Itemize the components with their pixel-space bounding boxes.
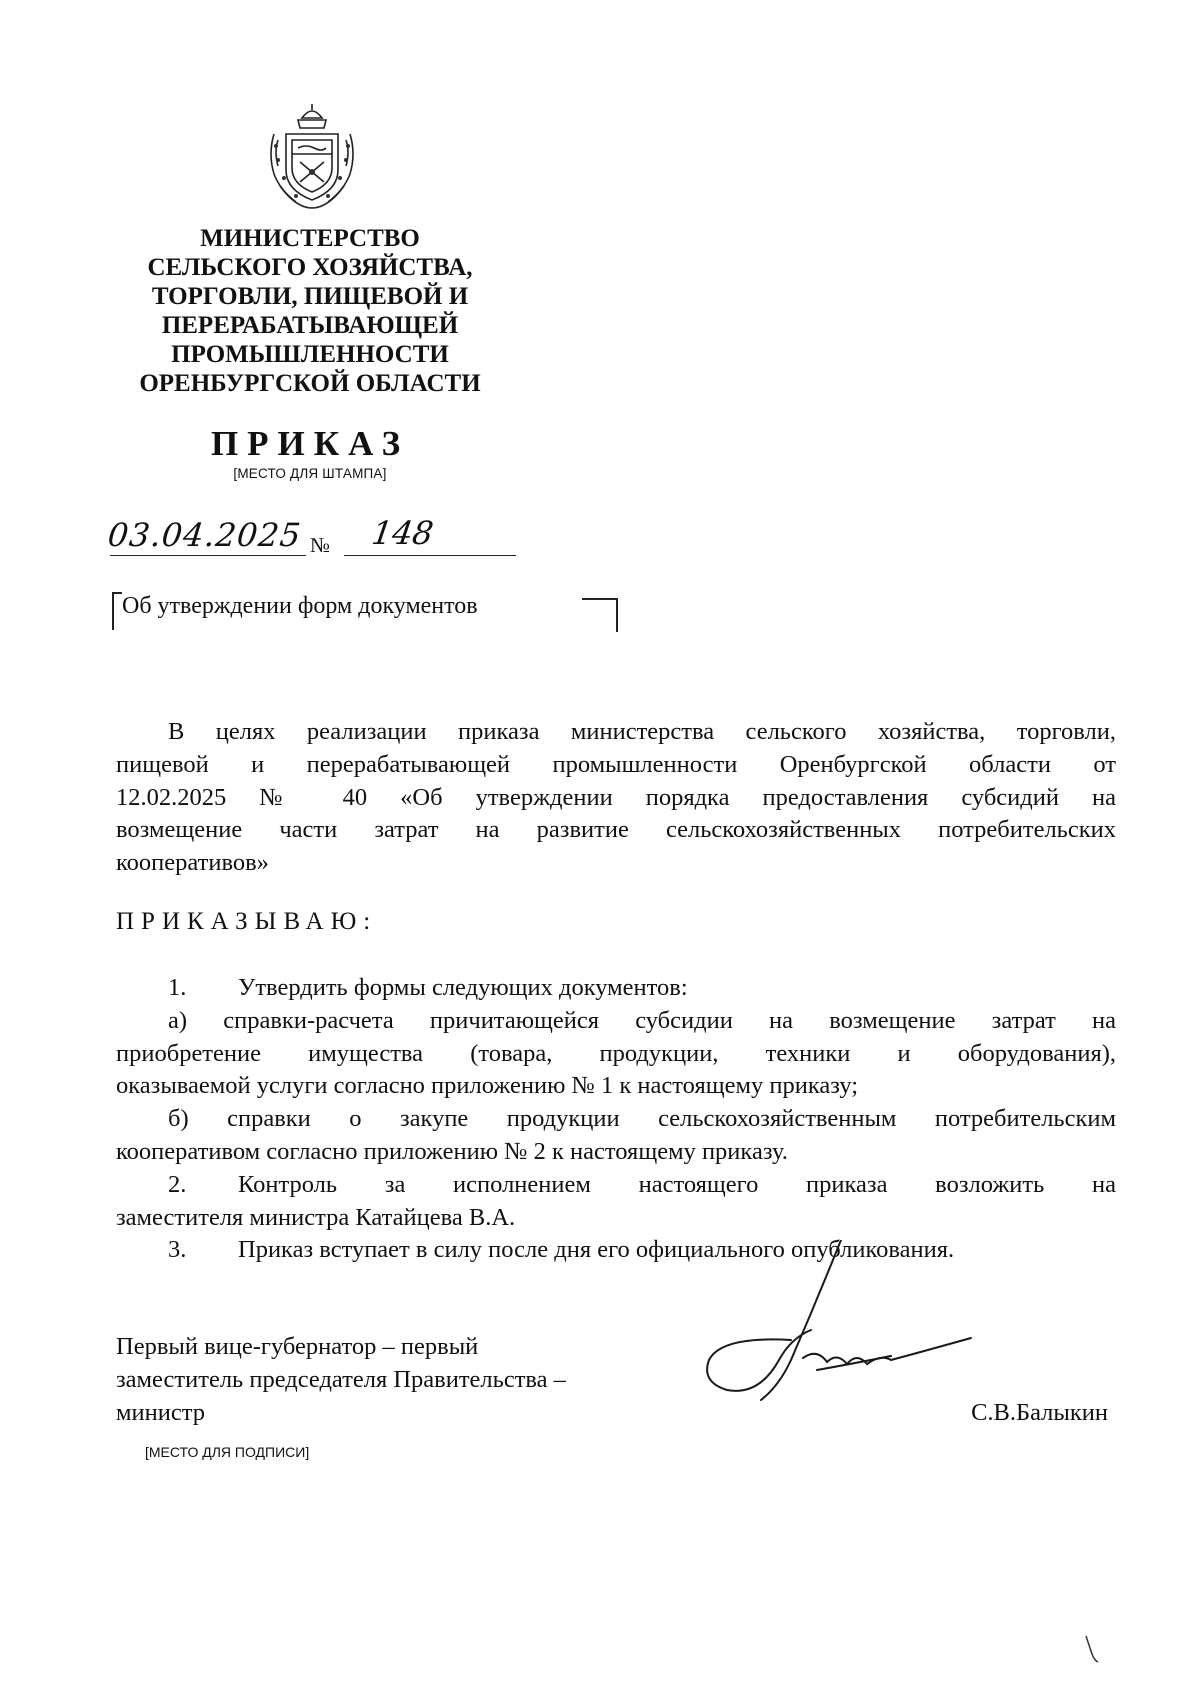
subject-bracket-left bbox=[112, 592, 122, 630]
preamble-line: возмещение части затрат на развитие сельскохозяйственных потребительских bbox=[116, 816, 1116, 844]
handwritten-date: 03.04.2025 bbox=[106, 516, 304, 554]
ministry-line: ТОРГОВЛИ, ПИЩЕВОЙ И bbox=[151, 283, 469, 310]
signer-name: С.В.Балыкин bbox=[971, 1399, 1108, 1426]
item-text: Приказ вступает в силу после дня его официального опубликования. bbox=[238, 1236, 955, 1264]
item-number: 2. bbox=[168, 1170, 187, 1198]
order-items bbox=[116, 972, 1116, 1267]
subject-bracket-right bbox=[582, 598, 618, 632]
handwritten-number: 148 bbox=[369, 514, 436, 552]
preamble-line: кооперативов» bbox=[116, 849, 269, 877]
item-2 bbox=[116, 1169, 1116, 1202]
date-number-row bbox=[108, 512, 528, 562]
item-a-line: оказываемой услуги согласно приложению № 1 к настоящему приказу; bbox=[116, 1072, 859, 1100]
number-sign: № bbox=[310, 533, 331, 557]
position-line: Первый вице-губернатор – первый bbox=[116, 1333, 479, 1360]
number-underline bbox=[344, 555, 516, 556]
item-text: Утвердить формы следующих документов: bbox=[238, 974, 688, 1001]
position-line: министр bbox=[116, 1399, 205, 1426]
position-line: заместитель председателя Правительства – bbox=[116, 1366, 566, 1393]
item-a-line: приобретение имущества (товара, продукции, техники и оборудования), bbox=[116, 1039, 1116, 1067]
date-underline bbox=[110, 555, 306, 556]
ministry-line: ОРЕНБУРГСКОЙ ОБЛАСТИ bbox=[139, 370, 481, 397]
handwritten-signature bbox=[641, 1240, 981, 1410]
item-1 bbox=[116, 972, 1116, 1005]
ministry-line: ПЕРЕРАБАТЫВАЮЩЕЙ bbox=[161, 312, 459, 339]
decree-word: ПРИКАЗЫВАЮ: bbox=[116, 908, 378, 935]
preamble-line: В целях реализации приказа министерства сельского хозяйства, торговли, bbox=[168, 718, 1116, 745]
ministry-line: СЕЛЬСКОГО ХОЗЯЙСТВА, bbox=[147, 254, 473, 281]
preamble-line: 12.02.2025 № 40 «Об утверждении порядка предоставления субсидий на bbox=[116, 783, 1116, 811]
coat-of-arms-icon bbox=[266, 104, 358, 212]
ministry-name bbox=[120, 224, 500, 398]
ministry-line: ПРОМЫШЛЕННОСТИ bbox=[171, 341, 449, 368]
corner-mark-icon bbox=[1084, 1634, 1100, 1664]
item-a-line: а) справки-расчета причитающейся субсидии на возмещение затрат на bbox=[168, 1006, 1116, 1034]
item-2-line: заместителя министра Катайцева В.А. bbox=[116, 1203, 516, 1231]
subject-text: Об утверждении форм документов bbox=[122, 593, 478, 619]
item-number: 3. bbox=[168, 1236, 187, 1264]
document-type-title: ПРИКАЗ bbox=[210, 424, 410, 463]
preamble-line: пищевой и перерабатывающей промышленности Оренбургской области от bbox=[116, 750, 1116, 778]
signature-block bbox=[116, 1330, 1116, 1460]
item-number: 1. bbox=[168, 974, 187, 1001]
signature-placeholder: [МЕСТО ДЛЯ ПОДПИСИ] bbox=[145, 1444, 310, 1460]
item-text: Контроль за исполнением настоящего приказа возложить на bbox=[238, 1170, 1116, 1198]
ministry-line: МИНИСТЕРСТВО bbox=[200, 225, 420, 252]
subject-block bbox=[112, 592, 632, 632]
item-b-line: кооперативом согласно приложению № 2 к настоящему приказу. bbox=[116, 1137, 788, 1165]
preamble-paragraph bbox=[116, 716, 1116, 880]
stamp-placeholder: [МЕСТО ДЛЯ ШТАМПА] bbox=[233, 466, 387, 481]
item-b-line: б) справки о закупе продукции сельскохозяйственным потребительским bbox=[168, 1105, 1116, 1133]
